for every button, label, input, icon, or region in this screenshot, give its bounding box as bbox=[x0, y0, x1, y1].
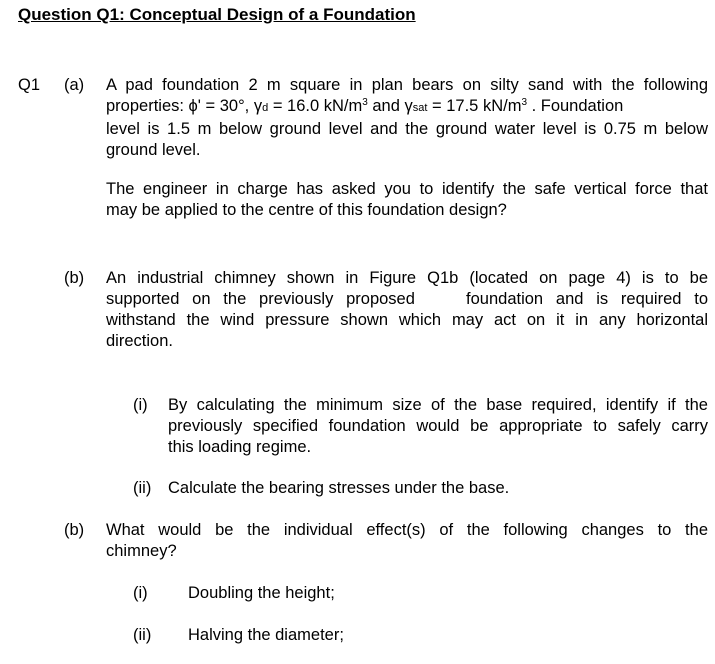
part-c-i-text: Doubling the height; bbox=[188, 584, 335, 602]
part-b-i-line-2: previously specified foundation would be appropriate to safely carry bbox=[168, 417, 708, 435]
part-c-ii-label: (ii) bbox=[133, 626, 152, 644]
part-b-line-2: supported on the previously proposed foundation and is required to bbox=[106, 290, 708, 308]
part-b-i-label: (i) bbox=[133, 396, 148, 414]
part-c-line-2: chimney? bbox=[106, 542, 177, 560]
part-b-label: (b) bbox=[64, 269, 85, 287]
part-a-paragraph-2 bbox=[106, 179, 708, 221]
question-title: Question Q1: Conceptual Design of a Foundation bbox=[18, 5, 416, 24]
part-c-ii-text: Halving the diameter; bbox=[188, 626, 344, 644]
part-b-line-4: direction. bbox=[106, 332, 173, 350]
part-c-i-label: (i) bbox=[133, 584, 148, 602]
part-c-label: (b) bbox=[64, 521, 85, 539]
part-a-line-3: level is 1.5 m below ground level and the ground water level is 0.75 m below bbox=[106, 120, 708, 138]
part-b-line-1: An industrial chimney shown in Figure Q1b (located on page 4) is to be bbox=[106, 269, 708, 287]
part-b-i-line-1: By calculating the minimum size of the base required, identify if the bbox=[168, 396, 708, 414]
part-a-line-4: ground level. bbox=[106, 141, 201, 159]
part-a-paragraph-1 bbox=[106, 75, 708, 161]
part-b-i-paragraph bbox=[168, 395, 708, 458]
part-b-line-3: withstand the wind pressure shown which may act on it in any horizontal bbox=[106, 311, 708, 329]
part-c-paragraph bbox=[106, 520, 708, 562]
part-a-line-2: properties: ϕ' = 30°, γd = 16.0 $kN/m^3$ and γsat = 17.5 $kN/m^3$ . Foundation bbox=[106, 97, 624, 115]
part-c-line-1: What would be the individual effect(s) of the following changes to the bbox=[106, 521, 708, 539]
part-a-p2-line-1: The engineer in charge has asked you to identify the safe vertical force that bbox=[106, 180, 708, 198]
part-a-p2-line-2: may be applied to the centre of this foundation design? bbox=[106, 201, 507, 219]
part-b-i-line-3: this loading regime. bbox=[168, 438, 312, 456]
question-number: Q1 bbox=[18, 76, 41, 94]
part-b-paragraph bbox=[106, 268, 708, 352]
part-b-ii-text: Calculate the bearing stresses under the base. bbox=[168, 479, 510, 497]
part-a-label: (a) bbox=[64, 76, 85, 94]
part-a-line-1: A pad foundation 2 m square in plan bears on silty sand with the following bbox=[106, 76, 708, 94]
part-b-ii-label: (ii) bbox=[133, 479, 152, 497]
